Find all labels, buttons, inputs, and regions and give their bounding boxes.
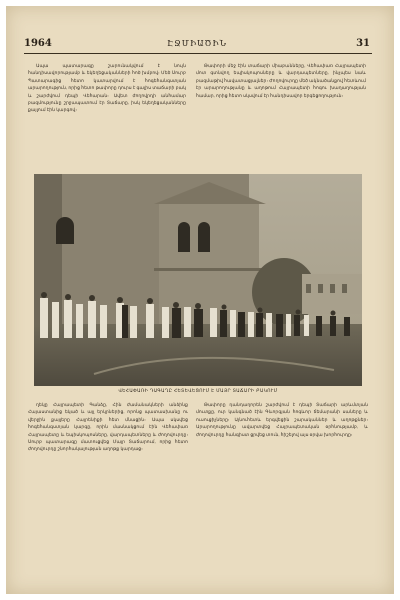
paragraph: Թափորը դանդաղորեն շարժվում է դեպի Տաճարի արևմտյան մուտքը, ուր կանգնած էին Գևորգյան հոգևոր ճեմարանի սաները և ուսուցիչները։ Այնուհետև երգվեցին շարականներ և աղոթքներ։ Արարողությունը ավարտվեց Հայրապետական օրհնությամբ, և ժողովուրդը հանգիստ ցրվեց տուն, հիշելով այս օրվա խորհուրդը։	[196, 402, 368, 437]
header-year: 1964	[24, 38, 52, 49]
text-column-top-right	[196, 62, 366, 172]
paragraph: Ապա պատարագը շարունակվում է նույն հանդիսավորությամբ և եկեղեցականների հոծ խմբով։ Մեծ Սուրբ Պատարագից հետո կատարվում է հոգեհանգստյան արարողություն, որից հետո թափորը դուրս է գալիս տաճարի բակ և շարժվում դեպի Վեհարան։ Ավետ ժողովրդի անհամար բազմությունը շրջապատում էր Տաճարը, իսկ եկեղեցականները քայլում էին կարգով։	[28, 63, 186, 113]
procession-photo	[34, 174, 362, 386]
header-rule	[24, 53, 372, 54]
text-column-top-left	[28, 62, 186, 172]
header-journal-title: ԷՋՄԻԱԾԻՆ	[167, 39, 227, 48]
text-column-bottom-left	[28, 401, 188, 521]
paragraph: Թափորի մեջ էին տաճարի միաբանները, Վեհափառ Հայրապետի մոտ գտնվող եպիսկոպոսները և վարդապետները, ինչպես նաև բազմաթիվ հավատացյալներ։ Ժողովուրդը մեծ ակնածանքով հետևում էր արարողությանը և աղոթում Հայրապետի հոգու խաղաղության համար, որից հետո սկսվում էր հանդիսավոր երգեցողություն։	[196, 63, 366, 98]
paragraph: ղեկը Հայրապետի Գանձը, Հին ժամանակների անձինք Հայաստանից եկած և այլ երկրներից, որոնց պատասխանը ու վերջին քայլերը Հայրենիքի հետ մնացին։ Ապա սկսվեց հոգեհանգստյան կարգը, որին մասնակցում էին Վեհափառ Հայրապետը և եպիսկոպոսները, վարդապետները և ժողովուրդը։ Սուրբ պատարագը մատուցվեց Մայր Տաճարում, որից հետո ժողովուրդը շնորհակալության աղոթք կարդաց։	[28, 402, 188, 452]
page-header	[24, 38, 370, 54]
header-page-number: 31	[356, 38, 370, 49]
photo-caption: ՎԵՀԱՓԱՌԻ ԴԱԳԱՂԸ ՀԵՏԵՎԵՑՈՒՄ Է ՄԱՅՐ ՏԱՃԱՐԻ ԲԱԿՈՒՄ	[118, 389, 278, 394]
page	[6, 6, 394, 594]
text-column-bottom-right	[196, 401, 368, 521]
